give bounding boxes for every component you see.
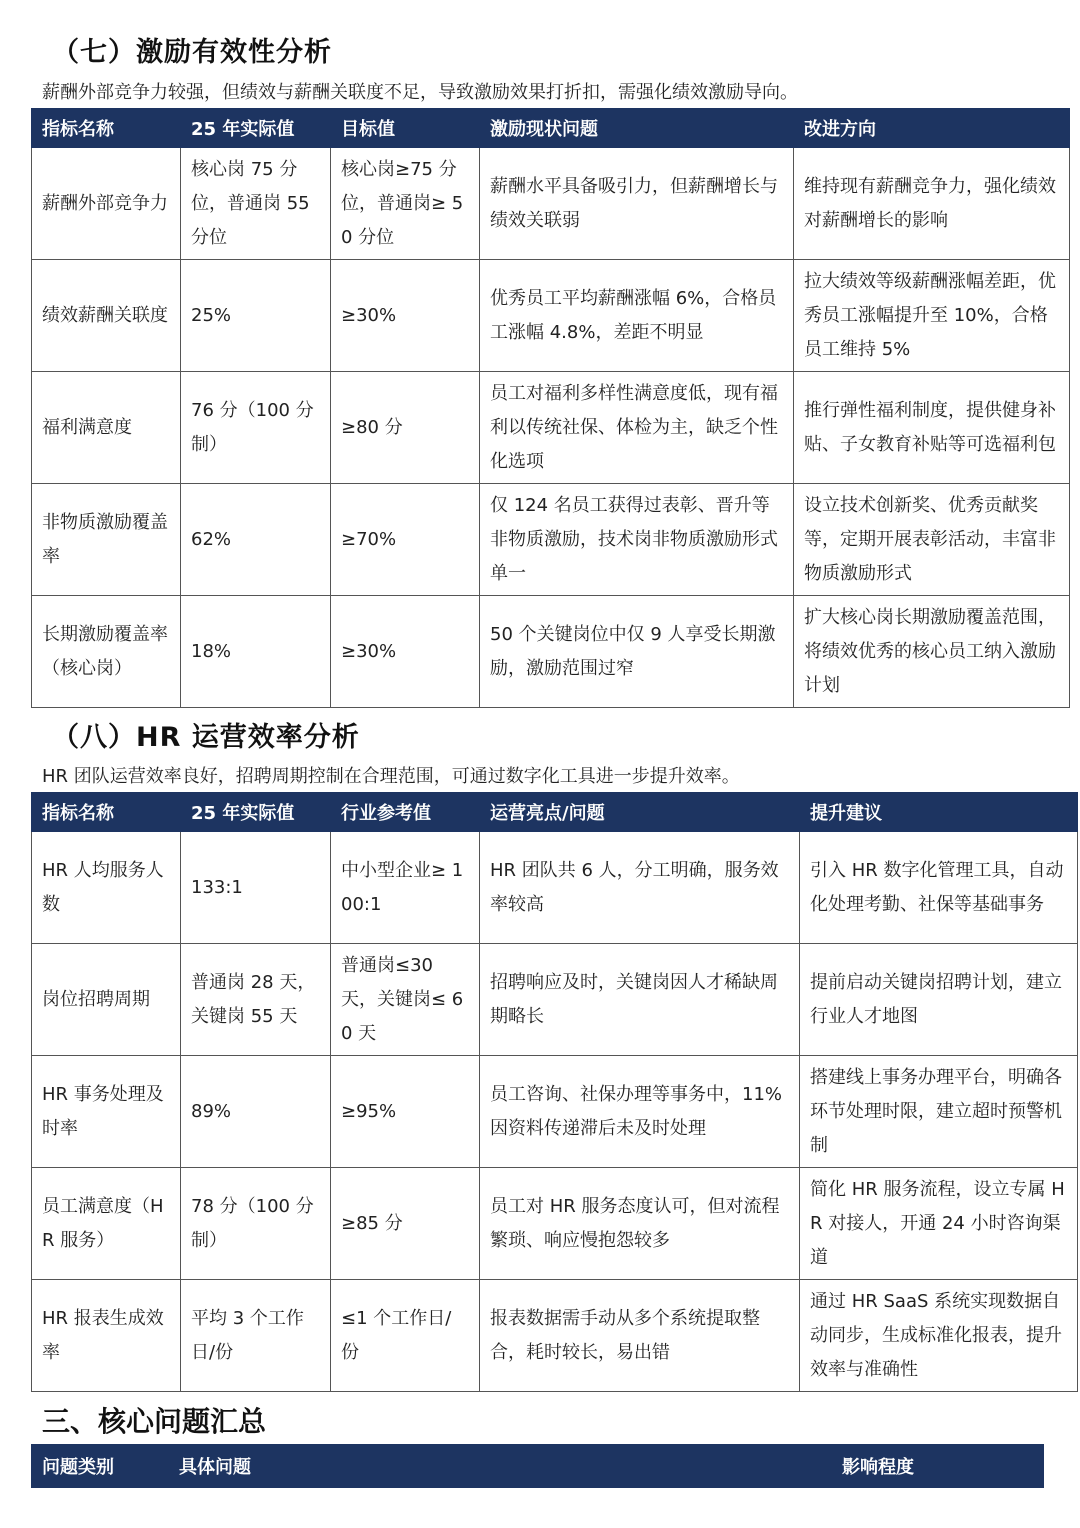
table-header-row	[32, 1445, 1044, 1488]
table-cell: 18%	[181, 596, 331, 708]
table-cell: HR 团队共 6 人，分工明确，服务效率较高	[480, 832, 800, 944]
table-cell: 薪酬外部竞争力	[32, 148, 181, 260]
column-header: 激励现状问题	[480, 109, 794, 148]
table-cell: 普通岗 28 天，关键岗 55 天	[181, 944, 331, 1056]
section-8-title: （八）HR 运营效率分析	[52, 722, 360, 753]
column-header: 25 年实际值	[181, 109, 331, 148]
section-7-intro: 薪酬外部竞争力较强，但绩效与薪酬关联度不足，导致激励效果打折扣，需强化绩效激励导向。	[42, 82, 798, 103]
table-row	[32, 148, 1070, 260]
table-row	[32, 484, 1070, 596]
table-cell: 绩效薪酬关联度	[32, 260, 181, 372]
table-cell: 非物质激励覆盖率	[32, 484, 181, 596]
column-header: 目标值	[331, 109, 480, 148]
column-header: 行业参考值	[331, 793, 480, 832]
table-cell: 25%	[181, 260, 331, 372]
table-cell: ≥85 分	[331, 1168, 480, 1280]
table-row	[32, 1168, 1078, 1280]
table-cell: 薪酬水平具备吸引力，但薪酬增长与绩效关联弱	[480, 148, 794, 260]
table-cell: 普通岗≤30 天，关键岗≤ 60 天	[331, 944, 480, 1056]
table-cell: 长期激励覆盖率（核心岗）	[32, 596, 181, 708]
table-cell: 设立技术创新奖、优秀贡献奖等，定期开展表彰活动，丰富非物质激励形式	[794, 484, 1070, 596]
table-cell: 岗位招聘周期	[32, 944, 181, 1056]
column-header: 运营亮点/问题	[480, 793, 800, 832]
table-cell: 推行弹性福利制度，提供健身补贴、子女教育补贴等可选福利包	[794, 372, 1070, 484]
table-row	[32, 1280, 1078, 1392]
section-7-title: （七）激励有效性分析	[52, 37, 332, 68]
table-cell: 优秀员工平均薪酬涨幅 6%，合格员工涨幅 4.8%，差距不明显	[480, 260, 794, 372]
table-row	[32, 832, 1078, 944]
table-cell: 福利满意度	[32, 372, 181, 484]
column-header: 提升建议	[800, 793, 1078, 832]
table-cell: 招聘响应及时，关键岗因人才稀缺周期略长	[480, 944, 800, 1056]
section-8-intro: HR 团队运营效率良好，招聘周期控制在合理范围，可通过数字化工具进一步提升效率。	[42, 766, 740, 787]
table-row	[32, 372, 1070, 484]
table-row	[32, 596, 1070, 708]
table-cell: ≤1 个工作日/份	[331, 1280, 480, 1392]
column-header: 问题类别	[32, 1445, 169, 1488]
column-header: 改进方向	[794, 109, 1070, 148]
table-cell: 通过 HR SaaS 系统实现数据自动同步，生成标准化报表，提升效率与准确性	[800, 1280, 1078, 1392]
table-cell: 员工满意度（HR 服务）	[32, 1168, 181, 1280]
column-header: 25 年实际值	[181, 793, 331, 832]
table-cell: ≥80 分	[331, 372, 480, 484]
table-cell: ≥95%	[331, 1056, 480, 1168]
table-cell: 平均 3 个工作日/份	[181, 1280, 331, 1392]
table-cell: 133:1	[181, 832, 331, 944]
table-cell: 引入 HR 数字化管理工具，自动化处理考勤、社保等基础事务	[800, 832, 1078, 944]
table-cell: 员工对福利多样性满意度低，现有福利以传统社保、体检为主，缺乏个性化选项	[480, 372, 794, 484]
table-cell: ≥30%	[331, 260, 480, 372]
table-cell: HR 报表生成效率	[32, 1280, 181, 1392]
column-header: 影响程度	[832, 1445, 1044, 1488]
section-3-title: 三、核心问题汇总	[42, 1405, 267, 1438]
table-cell: 拉大绩效等级薪酬涨幅差距，优秀员工涨幅提升至 10%，合格员工维持 5%	[794, 260, 1070, 372]
column-header: 指标名称	[32, 793, 181, 832]
table-row	[32, 260, 1070, 372]
core-issues-table	[31, 1444, 1044, 1488]
table-cell: 员工对 HR 服务态度认可，但对流程繁琐、响应慢抱怨较多	[480, 1168, 800, 1280]
table-cell: HR 人均服务人数	[32, 832, 181, 944]
table-cell: 核心岗≥75 分位，普通岗≥ 50 分位	[331, 148, 480, 260]
table-cell: 简化 HR 服务流程，设立专属 HR 对接人，开通 24 小时咨询渠道	[800, 1168, 1078, 1280]
hr-efficiency-table	[31, 792, 1078, 1392]
table-cell: 核心岗 75 分位，普通岗 55 分位	[181, 148, 331, 260]
table-cell: 62%	[181, 484, 331, 596]
table-cell: 78 分（100 分制）	[181, 1168, 331, 1280]
table-row	[32, 944, 1078, 1056]
table-cell: 搭建线上事务办理平台，明确各环节处理时限，建立超时预警机制	[800, 1056, 1078, 1168]
column-header: 指标名称	[32, 109, 181, 148]
table-cell: HR 事务处理及时率	[32, 1056, 181, 1168]
table-cell: 50 个关键岗位中仅 9 人享受长期激励，激励范围过窄	[480, 596, 794, 708]
table-cell: 89%	[181, 1056, 331, 1168]
table-header-row	[32, 793, 1078, 832]
table-cell: 报表数据需手动从多个系统提取整合，耗时较长，易出错	[480, 1280, 800, 1392]
table-cell: ≥30%	[331, 596, 480, 708]
table-cell: 提前启动关键岗招聘计划，建立行业人才地图	[800, 944, 1078, 1056]
table-cell: 中小型企业≥ 100:1	[331, 832, 480, 944]
table-cell: ≥70%	[331, 484, 480, 596]
table-cell: 76 分（100 分制）	[181, 372, 331, 484]
table-cell: 员工咨询、社保办理等事务中，11%因资料传递滞后未及时处理	[480, 1056, 800, 1168]
table-row	[32, 1056, 1078, 1168]
table-cell: 扩大核心岗长期激励覆盖范围，将绩效优秀的核心员工纳入激励计划	[794, 596, 1070, 708]
table-header-row	[32, 109, 1070, 148]
column-header: 具体问题	[169, 1445, 832, 1488]
table-cell: 仅 124 名员工获得过表彰、晋升等非物质激励，技术岗非物质激励形式单一	[480, 484, 794, 596]
table-cell: 维持现有薪酬竞争力，强化绩效对薪酬增长的影响	[794, 148, 1070, 260]
incentive-analysis-table	[31, 108, 1070, 708]
